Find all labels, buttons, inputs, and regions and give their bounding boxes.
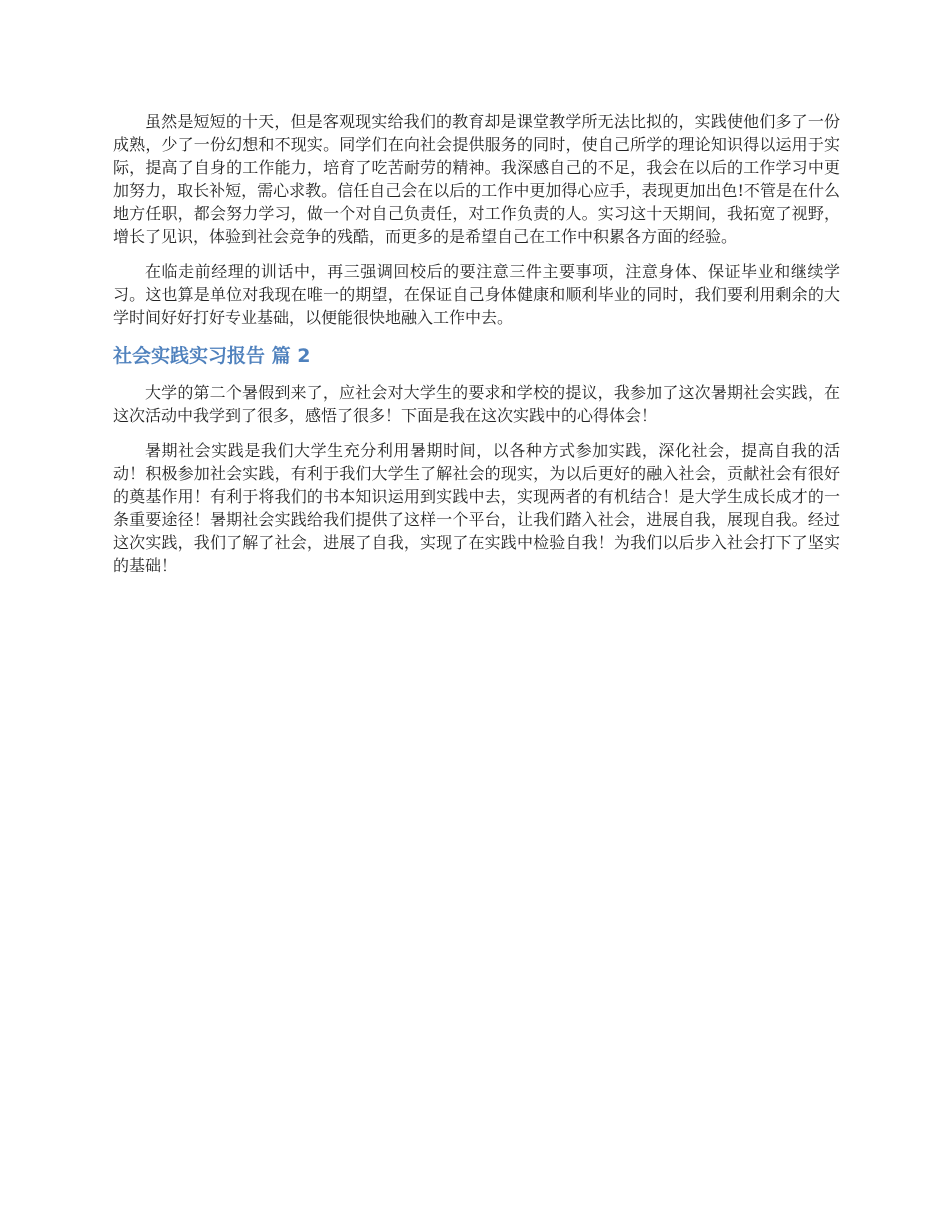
body-paragraph: 在临走前经理的训话中，再三强调回校后的要注意三件主要事项，注意身体、保证毕业和继续学习。这也算是单位对我现在唯一的期望，在保证自己身体健康和顺利毕业的同时，我们要利用剩余的大学时间好好打好专业基础，以便能很快地融入工作中去。 [113, 262, 840, 327]
document-page [113, 110, 840, 577]
body-paragraph: 虽然是短短的十天，但是客观现实给我们的教育却是课堂教学所无法比拟的，实践使他们多了一份成熟，少了一份幻想和不现实。同学们在向社会提供服务的同时，使自己所学的理论知识得以运用于实际，提高了自身的工作能力，培育了吃苦耐劳的精神。我深感自己的不足，我会在以后的工作学习中更加努力，取长补短，需心求教。信任自己会在以后的工作中更加得心应手，表现更加出色!不管是在什么地方任职，都会努力学习，做一个对自己负责任，对工作负责的人。实习这十天期间，我拓宽了视野，增长了见识，体验到社会竞争的残酷，而更多的是希望自己在工作中积累各方面的经验。 [113, 112, 840, 246]
body-paragraph: 大学的第二个暑假到来了，应社会对大学生的要求和学校的提议，我参加了这次暑期社会实践，在这次活动中我学到了很多，感悟了很多！下面是我在这次实践中的心得体会！ [113, 383, 840, 425]
section-heading: 社会实践实习报告 篇 2 [113, 345, 311, 367]
body-paragraph: 暑期社会实践是我们大学生充分利用暑期时间，以各种方式参加实践，深化社会，提高自我的活动！积极参加社会实践，有利于我们大学生了解社会的现实，为以后更好的融入社会，贡献社会有很好的奠基作用！有利于将我们的书本知识运用到实践中去，实现两者的有机结合！是大学生成长成才的一条重要途径！暑期社会实践给我们提供了这样一个平台，让我们踏入社会，进展自我，展现自我。经过这次实践，我们了解了社会，进展了自我，实现了在实践中检验自我！为我们以后步入社会打下了坚实的基础！ [113, 441, 840, 575]
